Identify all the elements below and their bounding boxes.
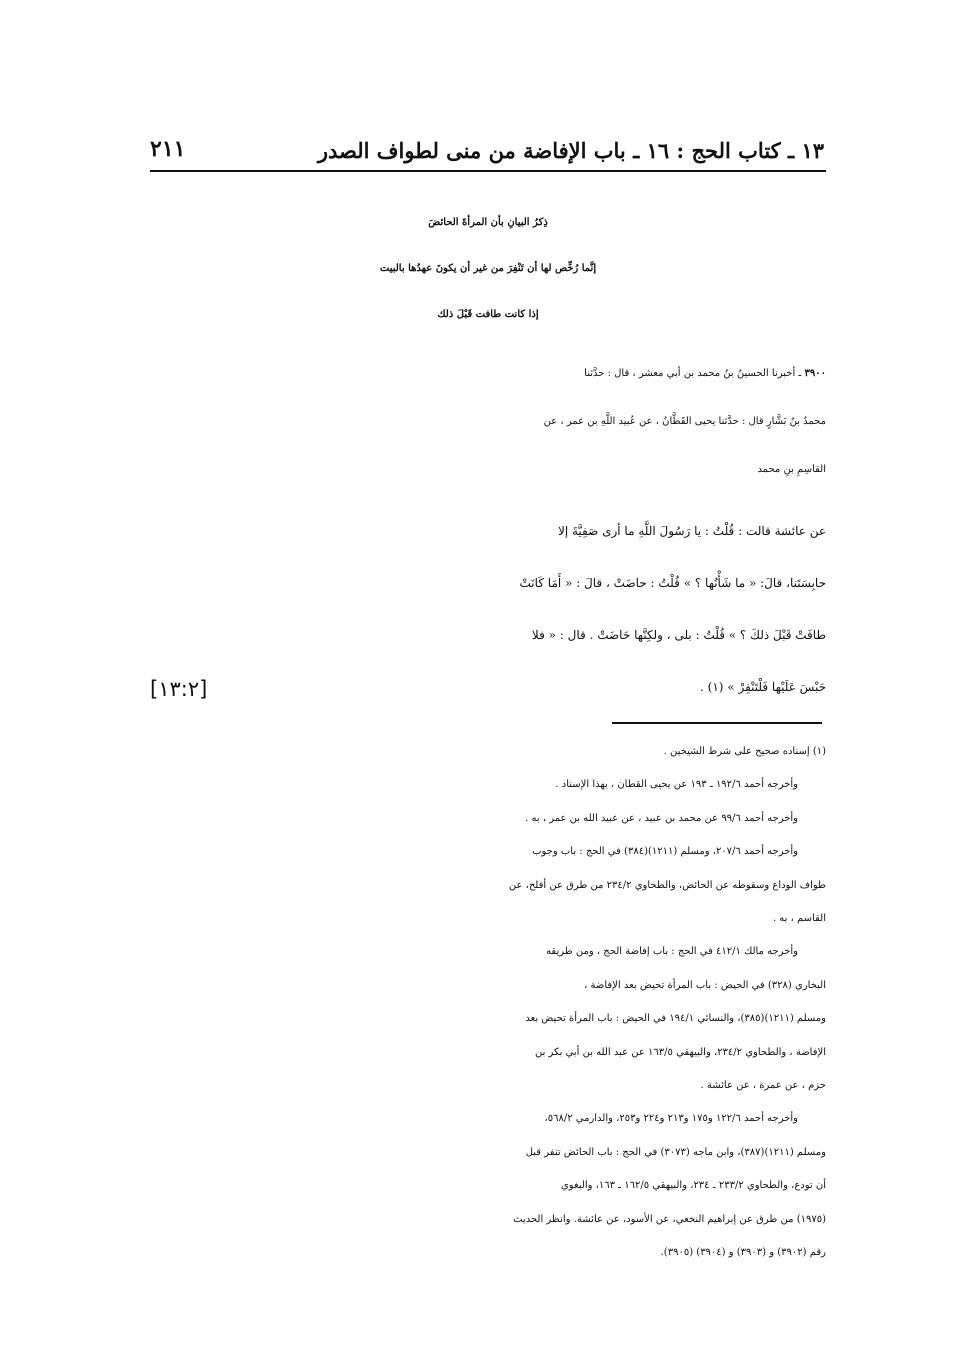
footnote-line: (١) إسناده صحيح على شرط الشيخين . bbox=[663, 746, 826, 757]
hadith-reference: [١٣:٢] bbox=[150, 677, 208, 701]
hadith-number: ٣٩٠٠ bbox=[804, 368, 826, 379]
footnote-line: الإفاضة ، والطحاوي ٢٣٤/٢، والبيهقي ١٦٣/٥ عن عبد الله بن أبي بكر بن bbox=[534, 1046, 826, 1058]
footnote-line: وأخرجه مالك ٤١٢/١ في الحج : باب إفاضة الحج ، ومن طريقه bbox=[546, 946, 798, 958]
matn-line: حَبْسَ عَلَيْها فَلْتَنْفِرْ » (١) . bbox=[700, 680, 826, 694]
footnotes bbox=[150, 735, 826, 1270]
isnad-line: القاسِمِ بنِ محمد bbox=[757, 464, 826, 475]
footnote-line: وأخرجه أحمد ١٩٢/٦ ـ ١٩٣ عن يحيى القطان ، بهذا الإسناد . bbox=[555, 779, 798, 791]
footnote-line: وأخرجه أحمد ٢٠٧/٦، ومسلم (١٢١١)(٣٨٤) في الحج : باب وجوب bbox=[532, 846, 798, 858]
matn-line: طافَتْ قَبْلَ ذلكَ ؟ » قُلْتُ : بلى ، ولكِنَّها حَاضَتْ . قال : « فلا bbox=[531, 628, 826, 642]
matn-line: عن عائشة قالت : قُلْتُ : يا رَسُولَ اللَّهِ ما أرى صَفِيَّةَ إلا bbox=[557, 524, 826, 538]
footnote-line: البخاري (٣٢٨) في الحيض : باب المرأة تحيض بعد الإفاضة ، bbox=[584, 979, 826, 991]
page-number: ٢١١ bbox=[150, 136, 186, 162]
chapter-heading-line: إذا كانت طافت قَبْلَ ذلك bbox=[437, 309, 539, 320]
hadith-isnad bbox=[150, 350, 826, 494]
footnote-line: وأخرجه أحمد ٩٩/٦ عن محمد بن عبيد ، عن عبيد الله بن عمر ، به . bbox=[525, 812, 798, 824]
footnote-line: أن تودع، والطحاوي ٢٣٣/٢ ـ ٢٣٤، والبيهقي ١٦٢/٥ ـ ١٦٣، والبغوي bbox=[560, 1180, 826, 1192]
footnote-line: القاسم ، به . bbox=[772, 913, 826, 925]
matn-line: حابِسَتَنا، قالَ: « ما شَأْنُها ؟ » قُلْتُ : حاضَتْ ، قالَ : « أَمَا كَانَتْ bbox=[519, 576, 826, 590]
isnad-line: محمدُ بنُ بَشَّارٍ قال : حدَّثنا يحيى القَطَّانُ ، عن عُبيد اللَّهِ بن عمر ، عن bbox=[543, 416, 826, 427]
chapter-heading-line: إنَّما رُخِّص لها أن تَنْفِرَ من غير أن يكونَ عهدُها بالبيت bbox=[379, 263, 597, 274]
footnote-line: رقم (٣٩٠٢) و (٣٩٠٣) و (٣٩٠٤) (٣٩٠٥). bbox=[660, 1247, 826, 1259]
running-header bbox=[150, 132, 824, 168]
chapter-heading-line: ذِكرُ البيانِ بأن المرأةَ الحائضَ bbox=[428, 217, 548, 228]
header-title: ١٣ ـ كتاب الحج : ١٦ ـ باب الإفاضة من منى لطواف الصدر bbox=[317, 138, 824, 163]
footnote-divider bbox=[612, 722, 822, 724]
footnote-line: وأخرجه أحمد ١٢٢/٦ و١٧٥ و٢١٣ و٢٢٤ و٢٥٣، والدارمي ٥٦٨/٢، bbox=[544, 1113, 798, 1125]
footnote-line: طواف الوداع وسقوطه عن الحائض، والطحاوي ٢٣٤/٢ من طرق عن أفلح، عن bbox=[508, 879, 826, 891]
footnote-line: ومسلم (١٢١١)(٣٨٥)، والنسائي ١٩٤/١ في الحيض : باب المرأة تحيض بعد bbox=[525, 1013, 826, 1025]
footnote-line: حزم ، عن عمرة ، عن عائشة . bbox=[700, 1080, 826, 1092]
hadith-matn bbox=[150, 505, 826, 713]
footnote-line: ومسلم (١٢١١)(٣٨٧)، وابن ماجه (٣٠٧٣) في الحج : باب الحائض تنفر قبل bbox=[525, 1146, 826, 1158]
chapter-heading bbox=[150, 200, 826, 338]
header-divider bbox=[150, 170, 826, 172]
isnad-line: ٣٩٠٠ ـ أخبرنا الحسينُ بنُ محمد بن أبي معشر ، قال : حدَّثنا bbox=[584, 368, 826, 379]
footnote-line: (١٩٧٥) من طرق عن إبراهيم النخعي، عن الأسود، عن عائشة. وانظر الحديث bbox=[513, 1213, 826, 1225]
